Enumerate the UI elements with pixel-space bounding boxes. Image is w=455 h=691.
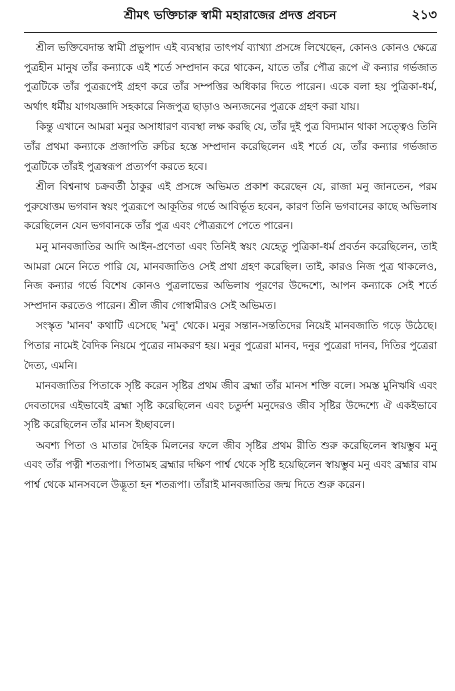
paragraph: শ্রীল বিশ্বনাথ চক্রবর্তী ঠাকুর এই প্রসঙ্গে অভিমত প্রকাশ করেছেন যে, রাজা মনু জানতেন, পরম পুরুষোত্তম ভগবান স্বয়ং পুত্ররূপে আকূতির গর্ভে আবির্ভূত হবেন, কারণ তিনি ভগবানের কাছে অভিলাষ করেছিলেন যেন ভগবানকে তাঁর পুত্র এবং পৌত্ররূপে পেতে পারেন। bbox=[24, 181, 437, 233]
header-rule bbox=[24, 32, 437, 33]
running-header bbox=[124, 6, 437, 28]
paragraph: মনু মানবজাতির আদি আইন-প্রণেতা এবং তিনিই স্বয়ং যেহেতু পুত্রিকা-ধর্ম প্রবর্তন করেছিলেন, তাই আমরা মেনে নিতে পারি যে, মানবজাতিও সেই প্রথা গ্রহণ করেছিল। তাই, কারও নিজ পুত্র থাকলেও, নিজ কন্যার গর্ভে বিশেষ কোনও পুত্রলাভের অভিলাষ পূরণের উদ্দেশ্যে, আপন কন্যাকে সেই শর্তে সম্প্রদান করতেও পারেন। শ্রীল জীব গোস্বামীরও সেই অভিমত। bbox=[24, 240, 437, 312]
paragraph: শ্রীল ভক্তিবেদান্ত স্বামী প্রভুপাদ এই ব্যবস্থার তাৎপর্য ব্যাখ্যা প্রসঙ্গে লিখেছেন, কোনও কোনও ক্ষেত্রে পুত্রহীন মানুষ তাঁর কন্যাকে এই শর্তে সম্প্রদান করে থাকেন, যাতে তাঁর পৌত্র রূপে ঐ কন্যার গর্ভজাত পুত্রটিকে তাঁর পুত্ররূপেই গ্রহণ করে তাঁর সম্পত্তির অধিকার দিতে পারেন। একে বলা হয় পুত্রিকা-ধর্ম, অর্থাৎ ধর্মীয় যাগযজ্ঞাদি সহকারে নিজপুত্র ছাড়াও অন্যজনের পুত্রকে গ্রহণ করা যায়। bbox=[24, 42, 437, 113]
paragraph: মানবজাতির পিতাকে সৃষ্টি করেন সৃষ্টির প্রথম জীব ব্রহ্মা তাঁর মানস শক্তি বলে। সমস্ত মুনিঋষি এবং দেবতাদের এইভাবেই ব্রহ্মা সৃষ্টি করেছিলেন এবং চতুর্দশ মনুদেরও জীব সৃষ্টির উদ্দেশ্যে ঐ একইভাবে সৃষ্টি করেছিলেন তাঁর মানস ইচ্ছাবলে। bbox=[24, 380, 437, 432]
paragraph: অবশ্য পিতা ও মাতার দৈহিক মিলনের ফলে জীব সৃষ্টির প্রথম রীতি শুরু করেছিলেন স্বায়ম্ভুব মনু এবং তাঁর পত্নী শতরূপা। পিতামহ ব্রহ্মার দক্ষিণ পার্শ্ব থেকে সৃষ্টি হয়েছিলেন স্বায়ম্ভুব মনু এবং ব্রহ্মার বাম পার্শ্ব থেকে মানসবলে উদ্ভূতা হন শতরূপা। তাঁরাই মানবজাতির জন্ম দিতে শুরু করেন। bbox=[24, 439, 437, 492]
body-text bbox=[24, 39, 437, 496]
paragraph: কিন্তু এখানে আমরা মনুর অসাধারণ ব্যবস্থা লক্ষ করছি যে, তাঁর দুই পুত্র বিদ্যমান থাকা সত্ত্বেও তিনি তাঁর প্রথমা কন্যাকে প্রজাপতি রুচির হস্তে সম্প্রদান করেছিলেন এই শর্তে যে, তাঁর কন্যার গর্ভজাত পুত্রটিকে তাঁরই পুত্রস্বরূপ প্রত্যর্পণ করতে হবে। bbox=[24, 121, 437, 173]
page-number: ২১৩ bbox=[411, 8, 437, 23]
running-header-title: শ্রীমৎ ভক্তিচারু স্বামী মহারাজের প্রদত্ত প্রবচন bbox=[124, 8, 337, 22]
paragraph: সংস্কৃত 'মানব' কথাটি এসেছে 'মনু' থেকে। মনুর সন্তান-সন্ততিদের নিয়েই মানবজাতি গড়ে উঠেছে। পিতার নামেই বৈদিক নিয়মে পুত্রের নামকরণ হয়। মনুর পুত্রেরা মানব, দনুর পুত্রেরা দানব, দিতির পুত্রেরা দৈত্য, এমনি। bbox=[24, 320, 437, 372]
